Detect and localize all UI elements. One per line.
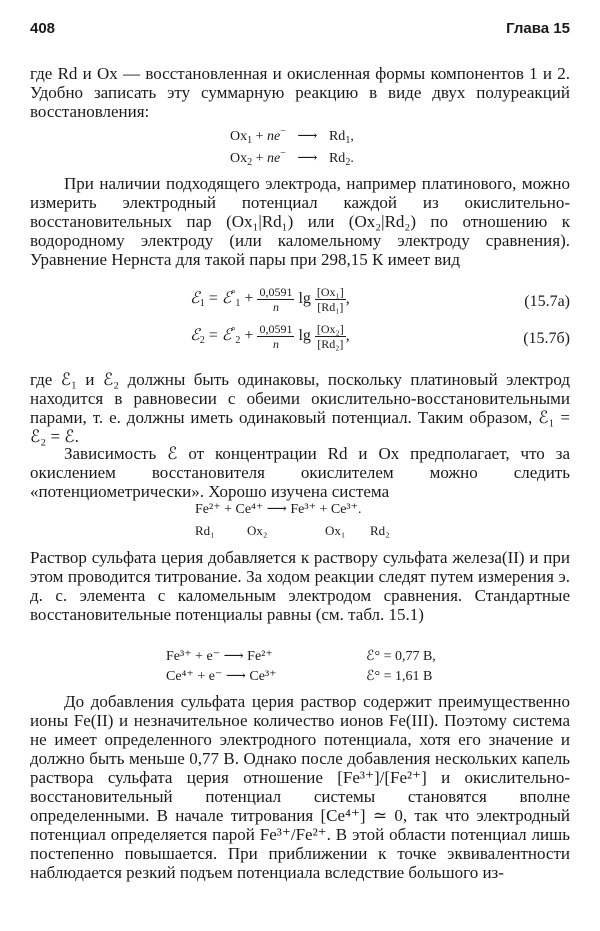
paragraph-2: При наличии подходящего электрода, например платинового, можно измерить электродный потенциал каждой из окислительно-восстановительных пар (Ox₁|Rd₁) или (Ox₂|Rd₂) по отношению к водородному электроду (или каломельному электроду сравнения). Уравнение Нернста для такой пары при 298,15 К имеет вид: [30, 174, 570, 269]
nernst-equation-1: ℰ$_1$ = ℰ°$_1$ + $\frac{0,0591}{n}$ lg $\frac{\text{[Ox₁]}}{\text{[Rd₁]}}$ ,: [190, 285, 350, 314]
half-reaction-1: $Ox_1 + ne^-$ ⟶ $Rd_1$,: [230, 126, 354, 146]
paragraph-1: где Rd и Ox — восстановленная и окисленная формы компонентов 1 и 2. Удобно записать эту суммарную реакцию в виде двух полуреакций восстановления:: [30, 64, 570, 121]
paragraph-6: До добавления сульфата церия раствор содержит преимущественно ионы Fe(II) и незначительное количество ионов Fe(III). Поэтому система не имеет определенного электродного потенциала, хотя его значение и должно быть меньше 0,77 В. Однако после добавления нескольких капель раствора сульфата церия отношение [Fe³⁺]/[Fe²⁺] и окислительно-восстановительный потенциал системы становятся вполне определенными. В начале титрования [Ce⁴⁺] ≃ 0, так что электродный потенциал определяется парой Fe³⁺/Fe²⁺. В этой области потенциал лишь постепенно повышается. При приближении к точке эквивалентности наблюдается резкий подъем потенциала вследствие большого из-: [30, 692, 570, 882]
potential-reaction-1: Fe³⁺ + e⁻ ⟶ Fe²⁺ ℰ° = 0,77 В,: [166, 649, 436, 664]
paragraph-5: Раствор сульфата церия добавляется к раствору сульфата железа(II) и при этом проводится титрование. За ходом реакции следят путем измерения э. д. с. элемента с каломельным электродом сравнения. Стандартные восстановительные потенциалы равны (см. табл. 15.1): [30, 548, 570, 624]
half-reaction-2: $Ox_2 + ne^-$ ⟶ $Rd_2$.: [230, 148, 354, 168]
page-number: 408: [30, 20, 56, 37]
equation-label-15-7a: (15.7а): [524, 293, 570, 310]
chapter-title: Глава 15: [506, 20, 570, 37]
equation-label-15-7b: (15.7б): [523, 330, 570, 347]
reaction-system: Fe²⁺ + Ce⁴⁺ ⟶ Fe³⁺ + Ce³⁺.: [195, 502, 362, 517]
paragraph-4: Зависимость ℰ от концентрации Rd и Ox предполагает, что за окислением восстановителя окислителем можно следить «потенциометрически». Хорошо изучена система: [30, 444, 570, 501]
potential-reaction-2: Ce⁴⁺ + e⁻ ⟶ Ce³⁺ ℰ° = 1,61 В: [166, 669, 433, 684]
paragraph-3: где ℰ₁ и ℰ₂ должны быть одинаковы, поскольку платиновый электрод находится в равновесии с обеими окислительно-восстановительными парами, т. е. должны иметь одинаковый потенциал. Таким образом, ℰ₁ = ℰ₂ = ℰ.: [30, 370, 570, 446]
nernst-equation-2: ℰ$_2$ = ℰ°$_2$ + $\frac{0,0591}{n}$ lg $\frac{\text{[Ox₂]}}{\text{[Rd₂]}}$ ,: [190, 322, 350, 351]
system-labels: Rd₁ Ox₂ Ox₁ Rd₂: [195, 523, 390, 538]
